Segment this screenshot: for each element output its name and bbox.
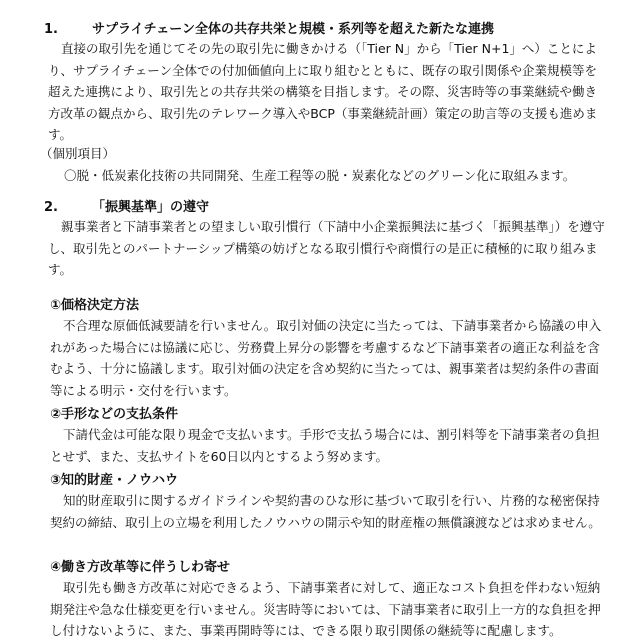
item2-title: ②手形などの支払条件 — [50, 407, 179, 422]
individual-items-label: （個別項目） — [40, 146, 116, 161]
item1-body: 不合理な原価低減要請を行いません。取引対価の決定に当たっては、下請事業者から協議の申入れがあった場合には協議に応じ、労務費上昇分の影響を考慮するなど下請事業者の適正な利益を含むよう、十分に協議します。取引対価の決定を含め契約に当たっては、親事業者は契約条件の書面等による明示・交付を行います。 — [50, 318, 602, 398]
section1-title: サプライチェーン全体の共存共栄と規模・系列等を超えた新たな連携 — [92, 22, 494, 37]
individual-item: 〇脱・低炭素化技術の共同開発、生産工程等の脱・炭素化などのグリーン化に取組みます。 — [64, 168, 576, 183]
item3-title: ③知的財産・ノウハウ — [50, 473, 179, 488]
section1-body: 直接の取引先を通じてその先の取引先に働きかける（「Tier N」から「Tier N+1」へ）ことにより、サプライチェーン全体での付加価値向上に取り組むとともに、既存の取引関係や企業規模等を超えた連携により、取引先との共存共栄の構築を目指します。その際、災害時等の事業継続や働き方改革の観点から、取引先のテレワーク導入やBCP（事業継続計画）策定の助言等の支援も進めます。 — [48, 41, 598, 142]
item3-body: 知的財産取引に関するガイドラインや契約書のひな形に基づいて取引を行い、片務的な秘密保持契約の締結、取引上の立場を利用したノウハウの開示や知的財産権の無償譲渡などは求めません。 — [50, 493, 601, 530]
section1-heading — [44, 18, 494, 37]
item4-body: 取引先も働き方改革に対応できるよう、下請事業者に対して、適正なコスト負担を伴わない短納期発注や急な仕様変更を行いません。災害時等においては、下請事業者に取引上一方的な負担を押し付けないように、また、事業再開時等には、できる限り取引関係の継続等に配慮します。 — [50, 580, 601, 638]
section1-number: 1. — [44, 22, 58, 37]
section2-heading — [44, 196, 209, 215]
item1-title: ①価格決定方法 — [50, 298, 140, 313]
section2-body: 親事業者と下請事業者との望ましい取引慣行（下請中小企業振興法に基づく「振興基準」）を遵守し、取引先とのパートナーシップ構築の妨げとなる取引慣行や商慣行の是正に積極的に取り組みます。 — [48, 219, 605, 277]
item4-title: ④働き方改革等に伴うしわ寄せ — [50, 560, 231, 575]
item2-body: 下請代金は可能な限り現金で支払います。手形で支払う場合には、割引料等を下請事業者の負担とせず、また、支払サイトを60日以内とするよう努めます。 — [50, 427, 600, 464]
section2-number: 2. — [44, 200, 58, 215]
section2-title: 「振興基準」の遵守 — [92, 200, 210, 215]
